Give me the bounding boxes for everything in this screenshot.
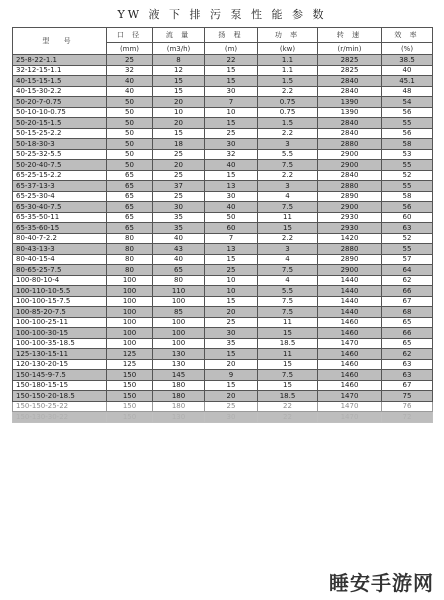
cell-efficiency: 68 [382,307,433,318]
cell-head: 15 [205,254,258,265]
cell-flow: 20 [153,160,205,171]
table-row [13,370,433,381]
cell-caliber: 125 [107,359,153,370]
cell-speed: 2880 [318,244,382,255]
cell-efficiency: 75 [382,391,433,402]
cell-flow: 180 [153,391,205,402]
cell-head: 30 [205,191,258,202]
cell-flow: 37 [153,181,205,192]
cell-head: 20 [205,359,258,370]
cell-flow: 30 [153,202,205,213]
unit-head: (m) [205,43,258,55]
cell-model: 65-25-15-2.2 [13,170,107,181]
cell-model: 80-40-7-2.2 [13,233,107,244]
cell-efficiency: 60 [382,212,433,223]
table-row [13,254,433,265]
table-row [13,265,433,276]
table-row [13,107,433,118]
cell-efficiency: 62 [382,275,433,286]
cell-power: 11 [258,349,318,360]
table-row [13,233,433,244]
cell-efficiency: 55 [382,181,433,192]
cell-caliber: 40 [107,86,153,97]
cell-efficiency: 40 [382,65,433,76]
cell-power: 3 [258,181,318,192]
cell-head: 13 [205,181,258,192]
table-row [13,191,433,202]
cell-flow: 100 [153,296,205,307]
cell-efficiency: 55 [382,118,433,129]
cell-power: 1.1 [258,65,318,76]
table-row [13,349,433,360]
cell-flow: 145 [153,370,205,381]
cell-speed: 1440 [318,307,382,318]
cell-flow: 180 [153,401,205,412]
cell-model: 100-80-10-4 [13,275,107,286]
cell-caliber: 65 [107,202,153,213]
table-row [13,139,433,150]
cell-flow: 12 [153,65,205,76]
header-power: 功 率 [258,28,318,43]
cell-head: 15 [205,296,258,307]
cell-caliber: 50 [107,97,153,108]
cell-speed: 1460 [318,328,382,339]
cell-efficiency: 72 [382,412,433,423]
cell-power: 11 [258,212,318,223]
unit-caliber: (mm) [107,43,153,55]
cell-speed: 2825 [318,65,382,76]
unit-efficiency: (%) [382,43,433,55]
table-row [13,202,433,213]
table-title: YW 液 下 排 污 泵 性 能 参 数 [117,8,327,21]
cell-head: 60 [205,223,258,234]
header-head: 扬 程 [205,28,258,43]
cell-caliber: 65 [107,170,153,181]
cell-model: 65-25-30-4 [13,191,107,202]
cell-speed: 2930 [318,223,382,234]
cell-speed: 1460 [318,349,382,360]
cell-speed: 1440 [318,275,382,286]
cell-model: 65-35-60-15 [13,223,107,234]
cell-power: 7.5 [258,265,318,276]
cell-caliber: 150 [107,380,153,391]
table-row [13,118,433,129]
cell-flow: 110 [153,286,205,297]
table-row [13,328,433,339]
cell-model: 50-20-15-1.5 [13,118,107,129]
table-row [13,391,433,402]
cell-power: 18.5 [258,391,318,402]
table-row [13,296,433,307]
cell-model: 150-145-9-7.5 [13,370,107,381]
table-row [13,401,433,412]
cell-head: 40 [205,202,258,213]
cell-head: 15 [205,76,258,87]
cell-speed: 2900 [318,265,382,276]
cell-head: 25 [205,265,258,276]
cell-head: 15 [205,349,258,360]
cell-speed: 2900 [318,149,382,160]
cell-model: 150-150-25-22 [13,401,107,412]
cell-power: 2.2 [258,233,318,244]
table-row [13,181,433,192]
cell-speed: 1470 [318,338,382,349]
cell-speed: 1460 [318,359,382,370]
cell-head: 30 [205,412,258,423]
cell-head: 20 [205,307,258,318]
cell-efficiency: 57 [382,254,433,265]
cell-model: 65-37-13-3 [13,181,107,192]
cell-power: 18.5 [258,338,318,349]
cell-caliber: 150 [107,412,153,423]
cell-head: 30 [205,86,258,97]
cell-model: 125-130-15-11 [13,349,107,360]
cell-flow: 25 [153,149,205,160]
cell-head: 13 [205,244,258,255]
cell-speed: 1460 [318,317,382,328]
cell-efficiency: 76 [382,401,433,412]
cell-power: 0.75 [258,97,318,108]
cell-power: 7.5 [258,307,318,318]
cell-speed: 2930 [318,212,382,223]
cell-caliber: 65 [107,181,153,192]
cell-caliber: 40 [107,76,153,87]
cell-model: 100-85-20-7.5 [13,307,107,318]
cell-caliber: 100 [107,307,153,318]
cell-model: 50-18-30-3 [13,139,107,150]
cell-speed: 2880 [318,139,382,150]
cell-model: 40-15-30-2.2 [13,86,107,97]
cell-caliber: 80 [107,254,153,265]
cell-flow: 130 [153,412,205,423]
cell-model: 100-100-35-18.5 [13,338,107,349]
cell-head: 25 [205,128,258,139]
cell-speed: 1390 [318,97,382,108]
cell-caliber: 50 [107,149,153,160]
cell-power: 15 [258,223,318,234]
cell-model: 150-180-15-15 [13,380,107,391]
cell-efficiency: 66 [382,328,433,339]
cell-caliber: 65 [107,223,153,234]
cell-head: 15 [205,118,258,129]
cell-flow: 35 [153,223,205,234]
cell-power: 2.2 [258,170,318,181]
cell-efficiency: 58 [382,191,433,202]
cell-efficiency: 52 [382,170,433,181]
cell-power: 1.5 [258,118,318,129]
unit-flow: (m3/h) [153,43,205,55]
cell-flow: 10 [153,107,205,118]
cell-efficiency: 53 [382,149,433,160]
cell-flow: 65 [153,265,205,276]
cell-flow: 8 [153,55,205,66]
cell-efficiency: 56 [382,107,433,118]
cell-caliber: 50 [107,107,153,118]
cell-caliber: 50 [107,118,153,129]
cell-model: 100-100-30-15 [13,328,107,339]
cell-model: 65-30-40-7.5 [13,202,107,213]
cell-flow: 35 [153,212,205,223]
cell-model: 150-130-30-22 [13,412,107,423]
cell-model: 80-43-13-3 [13,244,107,255]
cell-model: 100-100-15-7.5 [13,296,107,307]
cell-speed: 2900 [318,202,382,213]
cell-caliber: 80 [107,244,153,255]
cell-efficiency: 64 [382,265,433,276]
cell-flow: 40 [153,254,205,265]
cell-speed: 2840 [318,86,382,97]
unit-speed: (r/min) [318,43,382,55]
cell-speed: 1470 [318,391,382,402]
cell-efficiency: 48 [382,86,433,97]
cell-speed: 2890 [318,254,382,265]
cell-speed: 1460 [318,370,382,381]
cell-efficiency: 52 [382,233,433,244]
cell-caliber: 100 [107,328,153,339]
cell-head: 9 [205,370,258,381]
cell-power: 7.5 [258,370,318,381]
pump-performance-table [12,27,433,423]
cell-head: 20 [205,391,258,402]
cell-speed: 2840 [318,128,382,139]
cell-head: 50 [205,212,258,223]
table-row [13,212,433,223]
cell-efficiency: 65 [382,338,433,349]
cell-power: 15 [258,359,318,370]
cell-power: 4 [258,254,318,265]
cell-caliber: 65 [107,191,153,202]
cell-head: 40 [205,160,258,171]
cell-power: 7.5 [258,202,318,213]
cell-flow: 100 [153,317,205,328]
cell-power: 15 [258,328,318,339]
cell-power: 4 [258,275,318,286]
cell-power: 22 [258,401,318,412]
table-row [13,307,433,318]
cell-power: 15 [258,380,318,391]
cell-efficiency: 66 [382,286,433,297]
table-row [13,55,433,66]
cell-caliber: 100 [107,296,153,307]
cell-flow: 18 [153,139,205,150]
cell-power: 3 [258,244,318,255]
cell-efficiency: 67 [382,380,433,391]
cell-power: 7.5 [258,160,318,171]
cell-head: 30 [205,139,258,150]
cell-head: 7 [205,97,258,108]
cell-head: 10 [205,275,258,286]
cell-model: 65-35-50-11 [13,212,107,223]
table-row [13,223,433,234]
cell-efficiency: 63 [382,359,433,370]
cell-model: 32-12-15-1.1 [13,65,107,76]
cell-speed: 1440 [318,286,382,297]
header-flow: 流 量 [153,28,205,43]
cell-efficiency: 38.5 [382,55,433,66]
cell-caliber: 65 [107,212,153,223]
unit-power: (kw) [258,43,318,55]
watermark-logo: 睡安手游网 [329,571,434,595]
cell-efficiency: 54 [382,97,433,108]
cell-caliber: 100 [107,275,153,286]
cell-model: 80-65-25-7.5 [13,265,107,276]
cell-caliber: 100 [107,338,153,349]
cell-efficiency: 63 [382,370,433,381]
cell-head: 10 [205,107,258,118]
cell-power: 5.5 [258,149,318,160]
table-row [13,359,433,370]
cell-head: 15 [205,170,258,181]
table-row [13,128,433,139]
cell-flow: 85 [153,307,205,318]
cell-speed: 1460 [318,380,382,391]
cell-power: 3 [258,139,318,150]
cell-caliber: 125 [107,349,153,360]
cell-model: 100-110-10-5.5 [13,286,107,297]
cell-power: 0.75 [258,107,318,118]
cell-head: 35 [205,338,258,349]
cell-flow: 20 [153,118,205,129]
table-row [13,86,433,97]
cell-caliber: 50 [107,128,153,139]
cell-efficiency: 56 [382,202,433,213]
table-body [13,55,433,423]
cell-efficiency: 56 [382,128,433,139]
cell-flow: 15 [153,76,205,87]
cell-speed: 1470 [318,401,382,412]
cell-model: 100-100-25-11 [13,317,107,328]
cell-speed: 2900 [318,160,382,171]
cell-model: 150-150-20-18.5 [13,391,107,402]
cell-flow: 180 [153,380,205,391]
cell-speed: 2825 [318,55,382,66]
cell-caliber: 80 [107,233,153,244]
cell-head: 15 [205,65,258,76]
cell-model: 50-10-10-0.75 [13,107,107,118]
cell-speed: 2840 [318,170,382,181]
header-row [13,28,433,43]
cell-head: 10 [205,286,258,297]
cell-flow: 100 [153,328,205,339]
cell-power: 4 [258,191,318,202]
table-row [13,160,433,171]
cell-flow: 15 [153,86,205,97]
cell-head: 15 [205,380,258,391]
table-row [13,380,433,391]
table-row [13,97,433,108]
cell-head: 7 [205,233,258,244]
cell-efficiency: 67 [382,296,433,307]
cell-flow: 100 [153,338,205,349]
cell-caliber: 150 [107,391,153,402]
cell-caliber: 100 [107,317,153,328]
table-row [13,275,433,286]
cell-speed: 1470 [318,412,382,423]
cell-power: 2.2 [258,86,318,97]
cell-caliber: 32 [107,65,153,76]
table-row [13,317,433,328]
cell-speed: 2840 [318,118,382,129]
table-row [13,286,433,297]
cell-flow: 80 [153,275,205,286]
cell-head: 22 [205,55,258,66]
header-speed: 转 速 [318,28,382,43]
cell-model: 50-20-40-7.5 [13,160,107,171]
table-row [13,244,433,255]
cell-power: 2.2 [258,128,318,139]
cell-flow: 25 [153,170,205,181]
cell-caliber: 100 [107,286,153,297]
cell-efficiency: 58 [382,139,433,150]
cell-model: 80-40-15-4 [13,254,107,265]
cell-flow: 40 [153,233,205,244]
cell-speed: 1420 [318,233,382,244]
header-caliber: 口 径 [107,28,153,43]
cell-model: 25-8-22-1.1 [13,55,107,66]
cell-power: 22 [258,412,318,423]
cell-efficiency: 62 [382,349,433,360]
cell-efficiency: 55 [382,160,433,171]
cell-head: 30 [205,328,258,339]
cell-speed: 1390 [318,107,382,118]
cell-model: 40-15-15-1.5 [13,76,107,87]
cell-power: 7.5 [258,296,318,307]
table-row [13,338,433,349]
cell-model: 50-20-7-0.75 [13,97,107,108]
cell-efficiency: 65 [382,317,433,328]
cell-power: 11 [258,317,318,328]
table-row [13,170,433,181]
table-row [13,412,433,423]
cell-head: 32 [205,149,258,160]
cell-flow: 130 [153,359,205,370]
header-model: 型 号 [13,28,107,55]
cell-caliber: 50 [107,160,153,171]
cell-flow: 25 [153,191,205,202]
cell-model: 120-130-20-15 [13,359,107,370]
cell-caliber: 150 [107,401,153,412]
cell-flow: 43 [153,244,205,255]
cell-caliber: 150 [107,370,153,381]
cell-head: 25 [205,317,258,328]
cell-model: 50-25-32-5.5 [13,149,107,160]
cell-head: 25 [205,401,258,412]
cell-model: 50-15-25-2.2 [13,128,107,139]
cell-speed: 2890 [318,191,382,202]
header-efficiency: 效 率 [382,28,433,43]
cell-speed: 2840 [318,76,382,87]
cell-speed: 1440 [318,296,382,307]
cell-power: 5.5 [258,286,318,297]
cell-caliber: 25 [107,55,153,66]
cell-power: 1.5 [258,76,318,87]
cell-flow: 20 [153,97,205,108]
cell-speed: 2880 [318,181,382,192]
cell-efficiency: 45.1 [382,76,433,87]
table-row [13,65,433,76]
cell-flow: 15 [153,128,205,139]
table-row [13,149,433,160]
cell-power: 1.1 [258,55,318,66]
cell-flow: 130 [153,349,205,360]
cell-efficiency: 63 [382,223,433,234]
cell-efficiency: 55 [382,244,433,255]
table-row [13,76,433,87]
cell-caliber: 80 [107,265,153,276]
cell-caliber: 50 [107,139,153,150]
